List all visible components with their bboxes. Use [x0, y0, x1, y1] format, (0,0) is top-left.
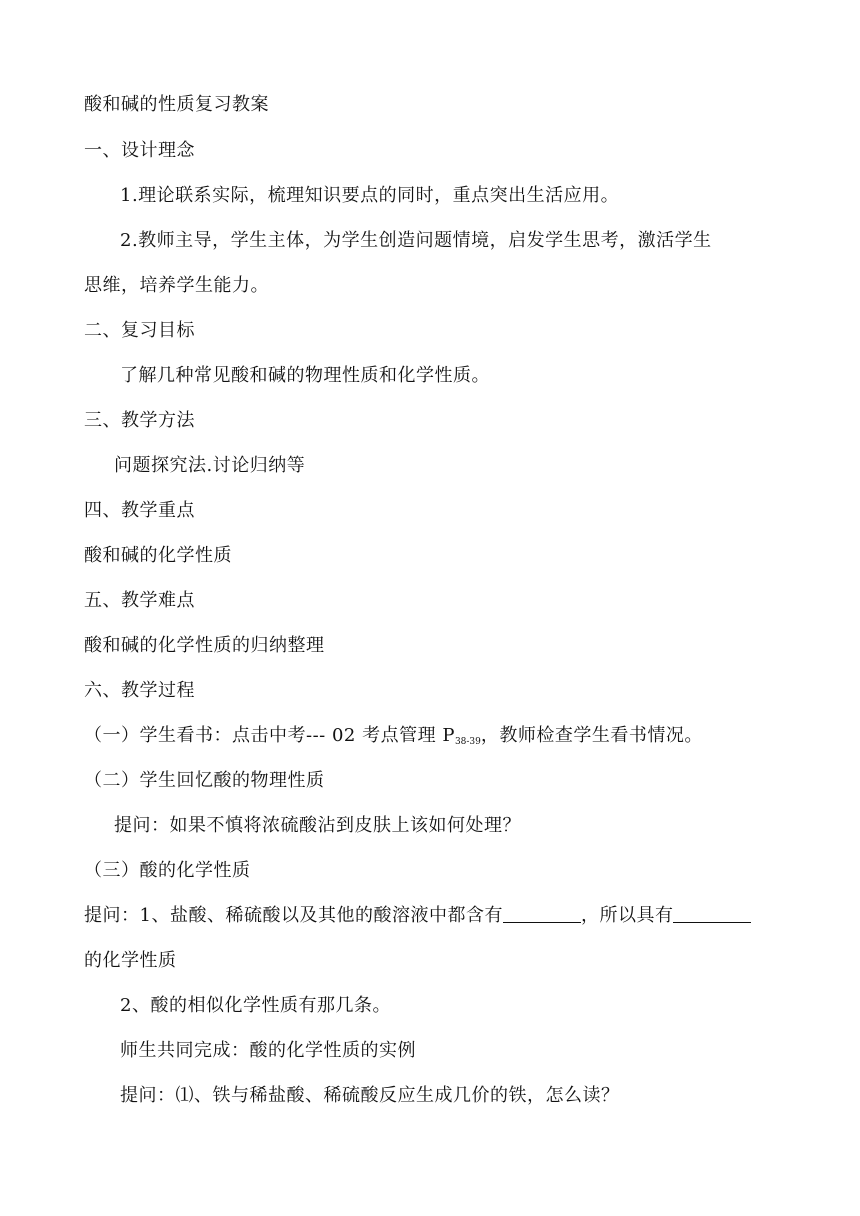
paragraph: 的化学性质 [84, 950, 177, 971]
paragraph: 了解几种常见酸和碱的物理性质和化学性质。 [120, 365, 490, 386]
process-step-2: （二）学生回忆酸的物理性质 [84, 770, 325, 791]
paragraph: 酸和碱的化学性质 [84, 545, 232, 566]
paragraph: 2、酸的相似化学性质有那几条。 [120, 995, 391, 1016]
section-heading-key-points: 四、教学重点 [84, 500, 195, 521]
question-text: ，所以具有 [580, 905, 674, 926]
step-text: （一）学生看书：点击中考--- 02 考点管理 P [84, 725, 455, 746]
process-step-3: （三）酸的化学性质 [84, 860, 251, 881]
page-range-subscript: 38-39 [454, 737, 481, 747]
fill-blank [503, 904, 581, 923]
section-heading-process: 六、教学过程 [84, 680, 195, 701]
step-text: ，教师检查学生看书情况。 [480, 725, 703, 746]
paragraph: 1.理论联系实际，梳理知识要点的同时，重点突出生活应用。 [120, 185, 620, 206]
question-with-blanks [84, 904, 784, 928]
section-heading-difficulties: 五、教学难点 [84, 590, 195, 611]
paragraph: 问题探究法.讨论归纳等 [114, 455, 306, 476]
question-text: 提问：1、盐酸、稀硫酸以及其他的酸溶液中都含有 [84, 905, 503, 926]
document-title: 酸和碱的性质复习教案 [84, 94, 269, 115]
fill-blank [673, 904, 751, 923]
paragraph: 酸和碱的化学性质的归纳整理 [84, 635, 325, 656]
question: 提问：如果不慎将浓硫酸沾到皮肤上该如何处理？ [114, 815, 521, 836]
paragraph: 思维，培养学生能力。 [84, 275, 269, 296]
section-heading-goals: 二、复习目标 [84, 320, 195, 341]
paragraph: 2.教师主导，学生主体，为学生创造问题情境，启发学生思考，激活学生 [120, 230, 712, 251]
section-heading-methods: 三、教学方法 [84, 410, 195, 431]
section-heading-design: 一、设计理念 [84, 140, 195, 161]
process-step-1 [84, 724, 784, 754]
question: 提问：⑴、铁与稀盐酸、稀硫酸反应生成几价的铁，怎么读？ [120, 1085, 620, 1106]
paragraph: 师生共同完成：酸的化学性质的实例 [120, 1040, 416, 1061]
